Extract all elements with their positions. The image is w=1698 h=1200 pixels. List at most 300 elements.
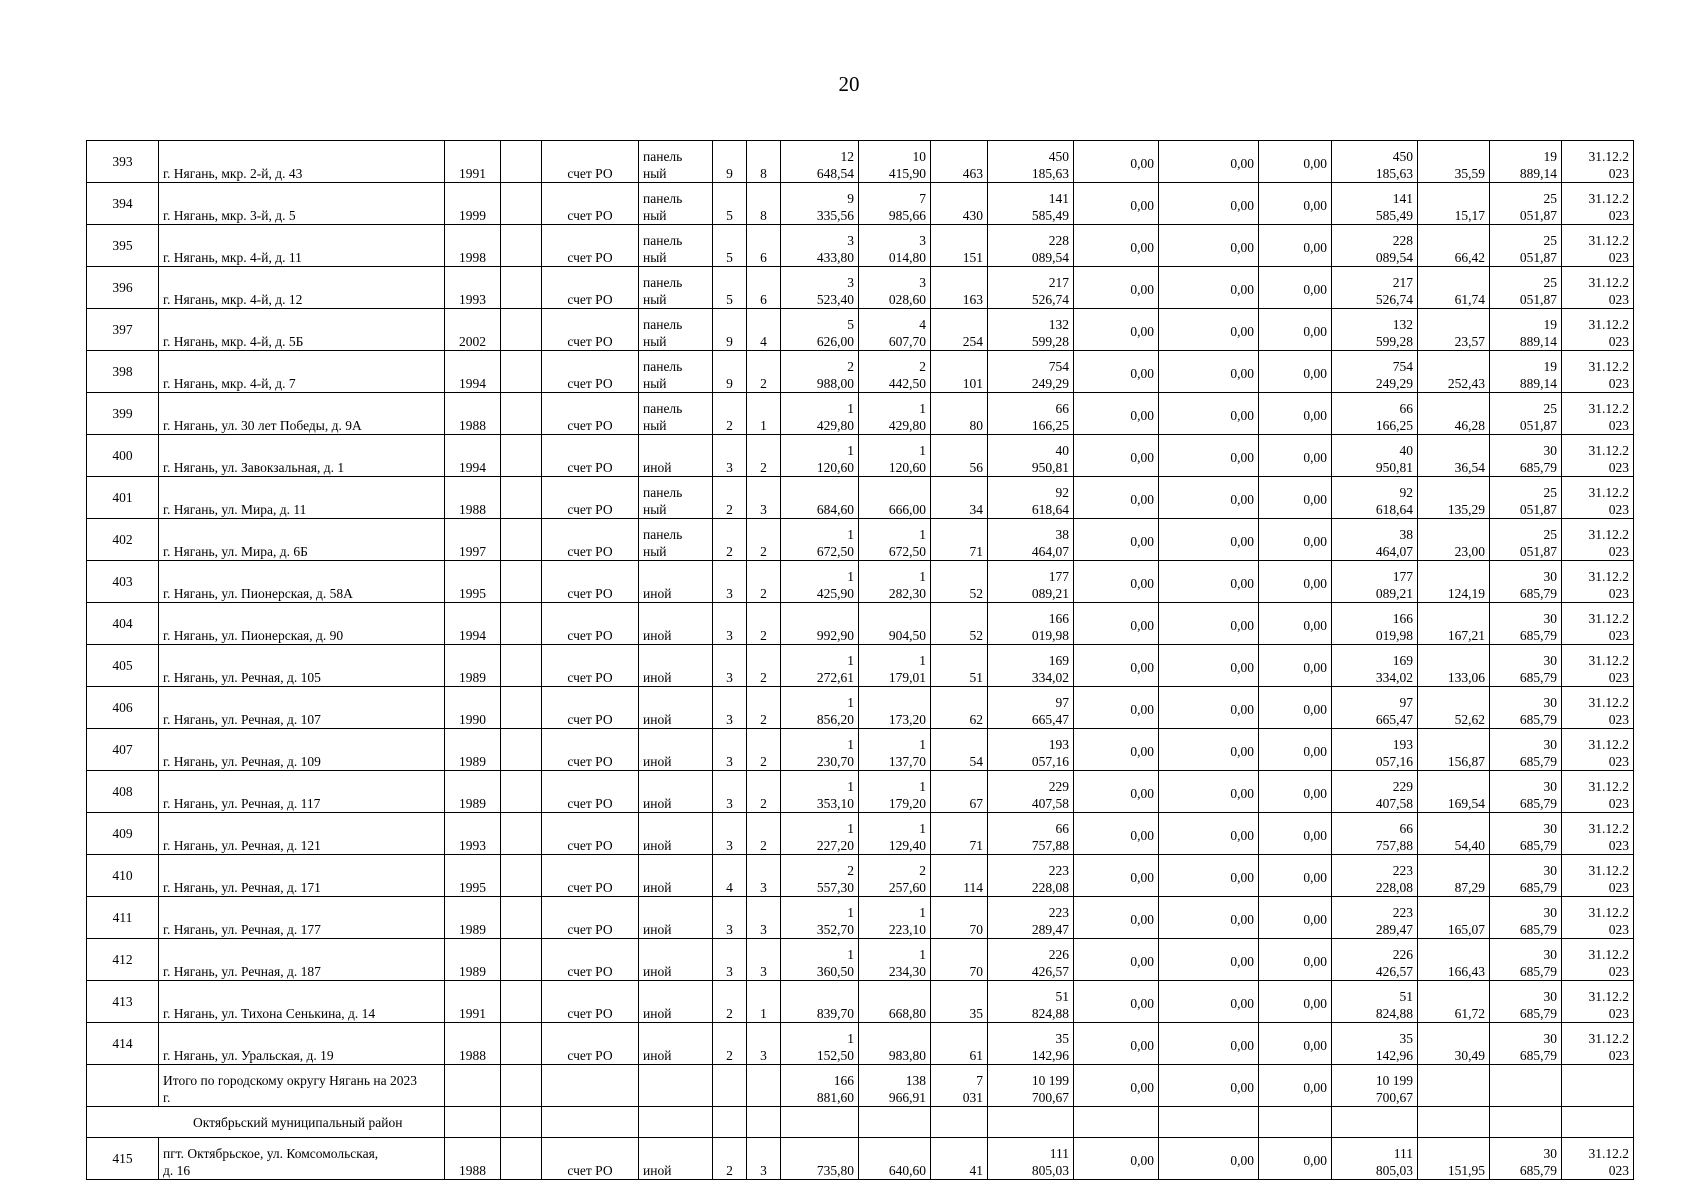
residents-cell: 67: [931, 771, 988, 813]
living-area-cell-line: 234,30: [888, 964, 926, 979]
living-area-sum: [859, 1065, 931, 1107]
material-cell-line: ный: [643, 502, 667, 517]
fund-zero-3: 0,00: [1259, 771, 1332, 813]
entrances-cell: 3: [747, 477, 781, 519]
limit-cost-cell-line: 30: [1543, 779, 1557, 794]
total-area-cell-line: 335,56: [816, 208, 854, 223]
cost-cell-line: 226: [1048, 947, 1069, 962]
total-area-cell: [781, 435, 859, 477]
year-cell: 1994: [445, 351, 501, 393]
empty-cell: [501, 939, 542, 981]
deadline-cell-line: 31.12.2: [1588, 275, 1629, 290]
owners-funds-cell: [1332, 981, 1418, 1023]
limit-cost-cell-line: 889,14: [1519, 376, 1557, 391]
deadline-cell-line: 31.12.2: [1588, 737, 1629, 752]
total-area-cell: [781, 939, 859, 981]
total-area-cell-line: 1: [847, 821, 854, 836]
address-cell: г. Нягань, мкр. 2-й, д. 43: [159, 141, 445, 183]
address-cell: г. Нягань, ул. Речная, д. 105: [159, 645, 445, 687]
living-area-cell: [859, 141, 931, 183]
total-area-cell: [781, 309, 859, 351]
material-cell: [639, 771, 713, 813]
total-area-cell-line: [785, 484, 854, 501]
floors-cell: 3: [713, 771, 747, 813]
deadline-cell: [1562, 687, 1634, 729]
cost-cell-line: 754: [1048, 359, 1069, 374]
living-area-cell: [859, 519, 931, 561]
district-title: Октябрьский муниципальный район: [87, 1107, 445, 1138]
owners-funds-cell-line: 169: [1392, 653, 1413, 668]
living-area-cell-line: 282,30: [888, 586, 926, 601]
fund-zero-3: 0,00: [1259, 855, 1332, 897]
cost-cell: [988, 687, 1074, 729]
table-row: [87, 771, 1634, 813]
total-label-line: г.: [163, 1090, 171, 1105]
floors-cell: 3: [713, 687, 747, 729]
limit-cost-cell-line: 051,87: [1519, 502, 1557, 517]
address-cell: г. Нягань, мкр. 4-й, д. 5Б: [159, 309, 445, 351]
fund-zero-3: 0,00: [1259, 981, 1332, 1023]
deadline-cell-line: 023: [1608, 1006, 1629, 1021]
limit-cost-cell: [1490, 645, 1562, 687]
owners-funds-cell: [1332, 1138, 1418, 1180]
material-cell-line: иной: [643, 628, 672, 643]
row-number: 396: [87, 267, 159, 309]
owners-funds-cell-line: 185,63: [1375, 166, 1413, 181]
empty-cell: [501, 603, 542, 645]
row-number: 398: [87, 351, 159, 393]
residents-cell: 52: [931, 603, 988, 645]
total-area-cell-line: 3: [847, 275, 854, 290]
fund-zero-2: 0,00: [1159, 855, 1259, 897]
cost-cell-line: 019,98: [1031, 628, 1069, 643]
material-cell: [639, 309, 713, 351]
cost-cell: [988, 561, 1074, 603]
row-number: 399: [87, 393, 159, 435]
cost-sum-line: 10 199: [1031, 1073, 1069, 1088]
table-row: [87, 897, 1634, 939]
limit-cost-cell-line: 685,79: [1519, 964, 1557, 979]
residents-sum: [931, 1065, 988, 1107]
total-area-cell-line: 626,00: [816, 334, 854, 349]
fund-zero-2: 0,00: [1159, 1138, 1259, 1180]
owners-funds-cell: [1332, 183, 1418, 225]
deadline-cell: [1562, 477, 1634, 519]
total-area-cell-line: 648,54: [816, 166, 854, 181]
living-area-cell-line: [863, 484, 926, 501]
total-area-cell-line: 230,70: [816, 754, 854, 769]
address-cell: г. Нягань, ул. Мира, д. 11: [159, 477, 445, 519]
material-cell-line: [643, 652, 708, 669]
owners-funds-sum-line: 10 199: [1375, 1073, 1413, 1088]
empty-cell: [542, 1107, 639, 1138]
empty-cell: [501, 225, 542, 267]
deadline-cell: [1562, 1138, 1634, 1180]
limit-cost-cell-line: 25: [1543, 191, 1557, 206]
living-area-cell-line: 985,66: [888, 208, 926, 223]
fund-zero-2: 0,00: [1159, 351, 1259, 393]
material-cell-line: иной: [643, 586, 672, 601]
living-area-cell-line: 1: [919, 653, 926, 668]
empty-cell: [988, 1107, 1074, 1138]
limit-cost-cell: [1490, 351, 1562, 393]
address-cell: г. Нягань, ул. Уральская, д. 19: [159, 1023, 445, 1065]
limit-cost-cell: [1490, 687, 1562, 729]
total-area-cell-line: 227,20: [816, 838, 854, 853]
deadline-cell-line: 31.12.2: [1588, 989, 1629, 1004]
unit-cost-cell: 166,43: [1418, 939, 1490, 981]
owners-funds-cell-line: 141: [1392, 191, 1413, 206]
unit-cost-cell: 133,06: [1418, 645, 1490, 687]
deadline-cell-line: 31.12.2: [1588, 1146, 1629, 1161]
floors-cell: 3: [713, 561, 747, 603]
address-cell: г. Нягань, ул. Мира, д. 6Б: [159, 519, 445, 561]
fund-zero-1: 0,00: [1074, 477, 1159, 519]
material-cell-line: [643, 862, 708, 879]
group-header-row: [87, 1107, 1634, 1138]
living-area-cell: [859, 561, 931, 603]
total-area-cell-line: 672,50: [816, 544, 854, 559]
row-number: 395: [87, 225, 159, 267]
limit-cost-cell-line: 685,79: [1519, 586, 1557, 601]
empty-cell: [1490, 1065, 1562, 1107]
cost-cell-line: 166,25: [1031, 418, 1069, 433]
material-cell-line: [643, 820, 708, 837]
entrances-cell: 8: [747, 141, 781, 183]
owners-funds-cell: [1332, 813, 1418, 855]
floors-cell: 2: [713, 519, 747, 561]
fund-zero-2: 0,00: [1159, 981, 1259, 1023]
living-area-cell-line: 983,80: [888, 1048, 926, 1063]
material-cell-line: панель: [643, 191, 683, 206]
deadline-cell: [1562, 183, 1634, 225]
material-cell: [639, 1138, 713, 1180]
deadline-cell: [1562, 645, 1634, 687]
table-row: [87, 141, 1634, 183]
empty-cell: [1562, 1065, 1634, 1107]
limit-cost-cell: [1490, 225, 1562, 267]
fund-zero-3: 0,00: [1259, 603, 1332, 645]
living-area-cell-line: 1: [919, 821, 926, 836]
row-number: 410: [87, 855, 159, 897]
deadline-cell-line: 31.12.2: [1588, 821, 1629, 836]
fund-zero-2: 0,00: [1159, 603, 1259, 645]
year-cell: 1994: [445, 435, 501, 477]
empty-cell: [501, 267, 542, 309]
fund-cell: счет РО: [542, 771, 639, 813]
empty-cell: [501, 519, 542, 561]
deadline-cell: [1562, 813, 1634, 855]
year-cell: 1988: [445, 477, 501, 519]
empty-cell: [501, 183, 542, 225]
material-cell-line: [643, 1030, 708, 1047]
owners-funds-cell: [1332, 477, 1418, 519]
limit-cost-cell-line: 051,87: [1519, 292, 1557, 307]
residents-cell: 61: [931, 1023, 988, 1065]
table-row: [87, 939, 1634, 981]
deadline-cell-line: 023: [1608, 418, 1629, 433]
deadline-cell-line: 023: [1608, 670, 1629, 685]
fund-zero-2: 0,00: [1159, 729, 1259, 771]
owners-funds-cell: [1332, 897, 1418, 939]
living-area-cell: [859, 1138, 931, 1180]
year-cell: 1989: [445, 897, 501, 939]
deadline-cell: [1562, 351, 1634, 393]
material-cell-line: [643, 904, 708, 921]
residents-cell: 71: [931, 813, 988, 855]
fund-zero-1: 0,00: [1074, 939, 1159, 981]
address-cell: г. Нягань, ул. Речная, д. 177: [159, 897, 445, 939]
floors-cell: 2: [713, 477, 747, 519]
material-cell-line: панель: [643, 317, 683, 332]
owners-funds-cell-line: 166: [1392, 611, 1413, 626]
address-cell: г. Нягань, ул. Речная, д. 117: [159, 771, 445, 813]
total-area-cell-line: 1: [847, 569, 854, 584]
total-area-cell-line: 272,61: [816, 670, 854, 685]
deadline-cell-line: 31.12.2: [1588, 695, 1629, 710]
fund-zero-1: 0,00: [1074, 435, 1159, 477]
table-row: [87, 603, 1634, 645]
entrances-cell: 1: [747, 981, 781, 1023]
fund-cell: счет РО: [542, 897, 639, 939]
owners-funds-cell-line: 334,02: [1375, 670, 1413, 685]
fund-zero-2: 0,00: [1159, 267, 1259, 309]
year-cell: 1999: [445, 183, 501, 225]
entrances-cell: 3: [747, 1138, 781, 1180]
fund-zero-3: 0,00: [1259, 1138, 1332, 1180]
row-number: 409: [87, 813, 159, 855]
living-area-cell: [859, 309, 931, 351]
deadline-cell-line: 023: [1608, 1048, 1629, 1063]
cost-cell-line: 141: [1048, 191, 1069, 206]
unit-cost-cell: 61,72: [1418, 981, 1490, 1023]
total-area-cell-line: 3: [847, 233, 854, 248]
cost-cell-line: 97: [1055, 695, 1069, 710]
limit-cost-cell-line: 685,79: [1519, 670, 1557, 685]
material-cell-line: [643, 988, 708, 1005]
empty-cell: [501, 813, 542, 855]
fund-cell: счет РО: [542, 267, 639, 309]
cost-cell-line: 249,29: [1031, 376, 1069, 391]
fund-zero-1: 0,00: [1074, 1023, 1159, 1065]
cost-cell-line: 089,21: [1031, 586, 1069, 601]
fund-zero-3: 0,00: [1259, 519, 1332, 561]
limit-cost-cell: [1490, 771, 1562, 813]
empty-cell: [931, 1107, 988, 1138]
unit-cost-cell: 135,29: [1418, 477, 1490, 519]
row-number: 405: [87, 645, 159, 687]
total-area-cell-line: 429,80: [816, 418, 854, 433]
housing-register-table: [86, 140, 1634, 1180]
floors-cell: 4: [713, 855, 747, 897]
cost-cell: [988, 141, 1074, 183]
empty-cell: [1159, 1107, 1259, 1138]
deadline-cell-line: 023: [1608, 334, 1629, 349]
cost-cell-line: 92: [1055, 485, 1069, 500]
fund-zero-3: 0,00: [1259, 561, 1332, 603]
year-cell: 1991: [445, 141, 501, 183]
empty-cell: [713, 1107, 747, 1138]
empty-cell: [713, 1065, 747, 1107]
deadline-cell: [1562, 519, 1634, 561]
residents-cell: 62: [931, 687, 988, 729]
empty-cell: [445, 1107, 501, 1138]
deadline-cell-line: 023: [1608, 922, 1629, 937]
fund-zero-3: 0,00: [1259, 1023, 1332, 1065]
fund-cell: счет РО: [542, 645, 639, 687]
total-area-cell-line: 2: [847, 359, 854, 374]
deadline-cell-line: 023: [1608, 544, 1629, 559]
cost-cell-line: 057,16: [1031, 754, 1069, 769]
unit-cost-cell: 54,40: [1418, 813, 1490, 855]
total-area-cell-line: 5: [847, 317, 854, 332]
cost-cell-line: 223: [1048, 905, 1069, 920]
address-cell: [159, 1138, 445, 1180]
floors-cell: 3: [713, 603, 747, 645]
total-area-cell: [781, 603, 859, 645]
living-area-cell-line: 1: [919, 443, 926, 458]
table-row: [87, 309, 1634, 351]
limit-cost-cell: [1490, 393, 1562, 435]
cost-cell: [988, 603, 1074, 645]
table-row: [87, 477, 1634, 519]
living-area-cell-line: 1: [919, 569, 926, 584]
living-area-cell-line: [863, 1030, 926, 1047]
material-cell: [639, 729, 713, 771]
owners-funds-cell: [1332, 435, 1418, 477]
entrances-cell: 2: [747, 603, 781, 645]
limit-cost-cell-line: 30: [1543, 905, 1557, 920]
material-cell: [639, 687, 713, 729]
table-row: [87, 1023, 1634, 1065]
deadline-cell: [1562, 603, 1634, 645]
deadline-cell: [1562, 561, 1634, 603]
deadline-cell-line: 31.12.2: [1588, 443, 1629, 458]
living-area-cell: [859, 183, 931, 225]
deadline-cell-line: 023: [1608, 754, 1629, 769]
limit-cost-cell-line: 051,87: [1519, 208, 1557, 223]
living-area-cell: [859, 1023, 931, 1065]
limit-cost-cell-line: 30: [1543, 1146, 1557, 1161]
cost-cell-line: 142,96: [1031, 1048, 1069, 1063]
owners-funds-cell-line: 464,07: [1375, 544, 1413, 559]
material-cell-line: [643, 610, 708, 627]
material-cell: [639, 435, 713, 477]
owners-funds-cell-line: 142,96: [1375, 1048, 1413, 1063]
fund-cell: счет РО: [542, 813, 639, 855]
unit-cost-cell: 156,87: [1418, 729, 1490, 771]
floors-cell: 2: [713, 1023, 747, 1065]
unit-cost-cell: 151,95: [1418, 1138, 1490, 1180]
fund-zero-2: 0,00: [1159, 225, 1259, 267]
total-area-cell: [781, 183, 859, 225]
cost-cell-line: 089,54: [1031, 250, 1069, 265]
table-row: [87, 267, 1634, 309]
living-area-cell-line: 666,00: [888, 502, 926, 517]
total-area-cell-line: 152,50: [816, 1048, 854, 1063]
unit-cost-cell: 167,21: [1418, 603, 1490, 645]
row-number: 411: [87, 897, 159, 939]
owners-funds-cell-line: 665,47: [1375, 712, 1413, 727]
residents-cell: 80: [931, 393, 988, 435]
limit-cost-cell-line: 889,14: [1519, 166, 1557, 181]
residents-cell: 54: [931, 729, 988, 771]
deadline-cell: [1562, 393, 1634, 435]
cost-cell-line: 177: [1048, 569, 1069, 584]
fund-zero-2: 0,00: [1159, 1065, 1259, 1107]
limit-cost-cell-line: 25: [1543, 275, 1557, 290]
total-area-cell-line: 360,50: [816, 964, 854, 979]
cost-cell-line: 228: [1048, 233, 1069, 248]
address-cell: г. Нягань, ул. Пионерская, д. 90: [159, 603, 445, 645]
living-area-cell: [859, 267, 931, 309]
deadline-cell: [1562, 1023, 1634, 1065]
material-cell-line: иной: [643, 880, 672, 895]
material-cell-line: панель: [643, 401, 683, 416]
deadline-cell-line: 31.12.2: [1588, 1031, 1629, 1046]
address-cell: г. Нягань, мкр. 4-й, д. 11: [159, 225, 445, 267]
living-area-cell-line: 672,50: [888, 544, 926, 559]
limit-cost-cell-line: 889,14: [1519, 334, 1557, 349]
fund-zero-3: 0,00: [1259, 267, 1332, 309]
cost-cell-line: 407,58: [1031, 796, 1069, 811]
deadline-cell: [1562, 729, 1634, 771]
deadline-cell-line: 023: [1608, 292, 1629, 307]
living-area-cell: [859, 687, 931, 729]
cost-cell: [988, 897, 1074, 939]
total-area-cell-line: [785, 610, 854, 627]
unit-cost-cell: 15,17: [1418, 183, 1490, 225]
limit-cost-cell: [1490, 729, 1562, 771]
empty-cell: [501, 477, 542, 519]
material-cell: [639, 645, 713, 687]
total-area-cell-line: 1: [847, 527, 854, 542]
year-cell: 1998: [445, 225, 501, 267]
empty-cell: [501, 351, 542, 393]
living-area-cell: [859, 897, 931, 939]
deadline-cell-line: 023: [1608, 880, 1629, 895]
total-area-cell: [781, 897, 859, 939]
owners-funds-cell: [1332, 729, 1418, 771]
fund-zero-1: 0,00: [1074, 771, 1159, 813]
cost-cell-line: 229: [1048, 779, 1069, 794]
material-cell-line: иной: [643, 838, 672, 853]
total-area-cell: [781, 1138, 859, 1180]
total-area-cell-line: 1: [847, 737, 854, 752]
owners-funds-cell-line: 217: [1392, 275, 1413, 290]
table-row: [87, 981, 1634, 1023]
entrances-cell: 1: [747, 393, 781, 435]
fund-zero-1: 0,00: [1074, 687, 1159, 729]
entrances-cell: 4: [747, 309, 781, 351]
cost-cell: [988, 939, 1074, 981]
deadline-cell-line: 31.12.2: [1588, 485, 1629, 500]
fund-cell: счет РО: [542, 477, 639, 519]
year-cell: 1988: [445, 1138, 501, 1180]
limit-cost-cell-line: 685,79: [1519, 796, 1557, 811]
residents-cell: 163: [931, 267, 988, 309]
entrances-cell: 3: [747, 1023, 781, 1065]
deadline-cell-line: 31.12.2: [1588, 191, 1629, 206]
total-area-cell-line: 557,30: [816, 880, 854, 895]
residents-cell: 70: [931, 897, 988, 939]
fund-cell: счет РО: [542, 981, 639, 1023]
owners-funds-cell-line: 223: [1392, 905, 1413, 920]
owners-funds-sum: [1332, 1065, 1418, 1107]
deadline-cell-line: 31.12.2: [1588, 527, 1629, 542]
owners-funds-cell-line: 97: [1399, 695, 1413, 710]
owners-funds-cell: [1332, 603, 1418, 645]
